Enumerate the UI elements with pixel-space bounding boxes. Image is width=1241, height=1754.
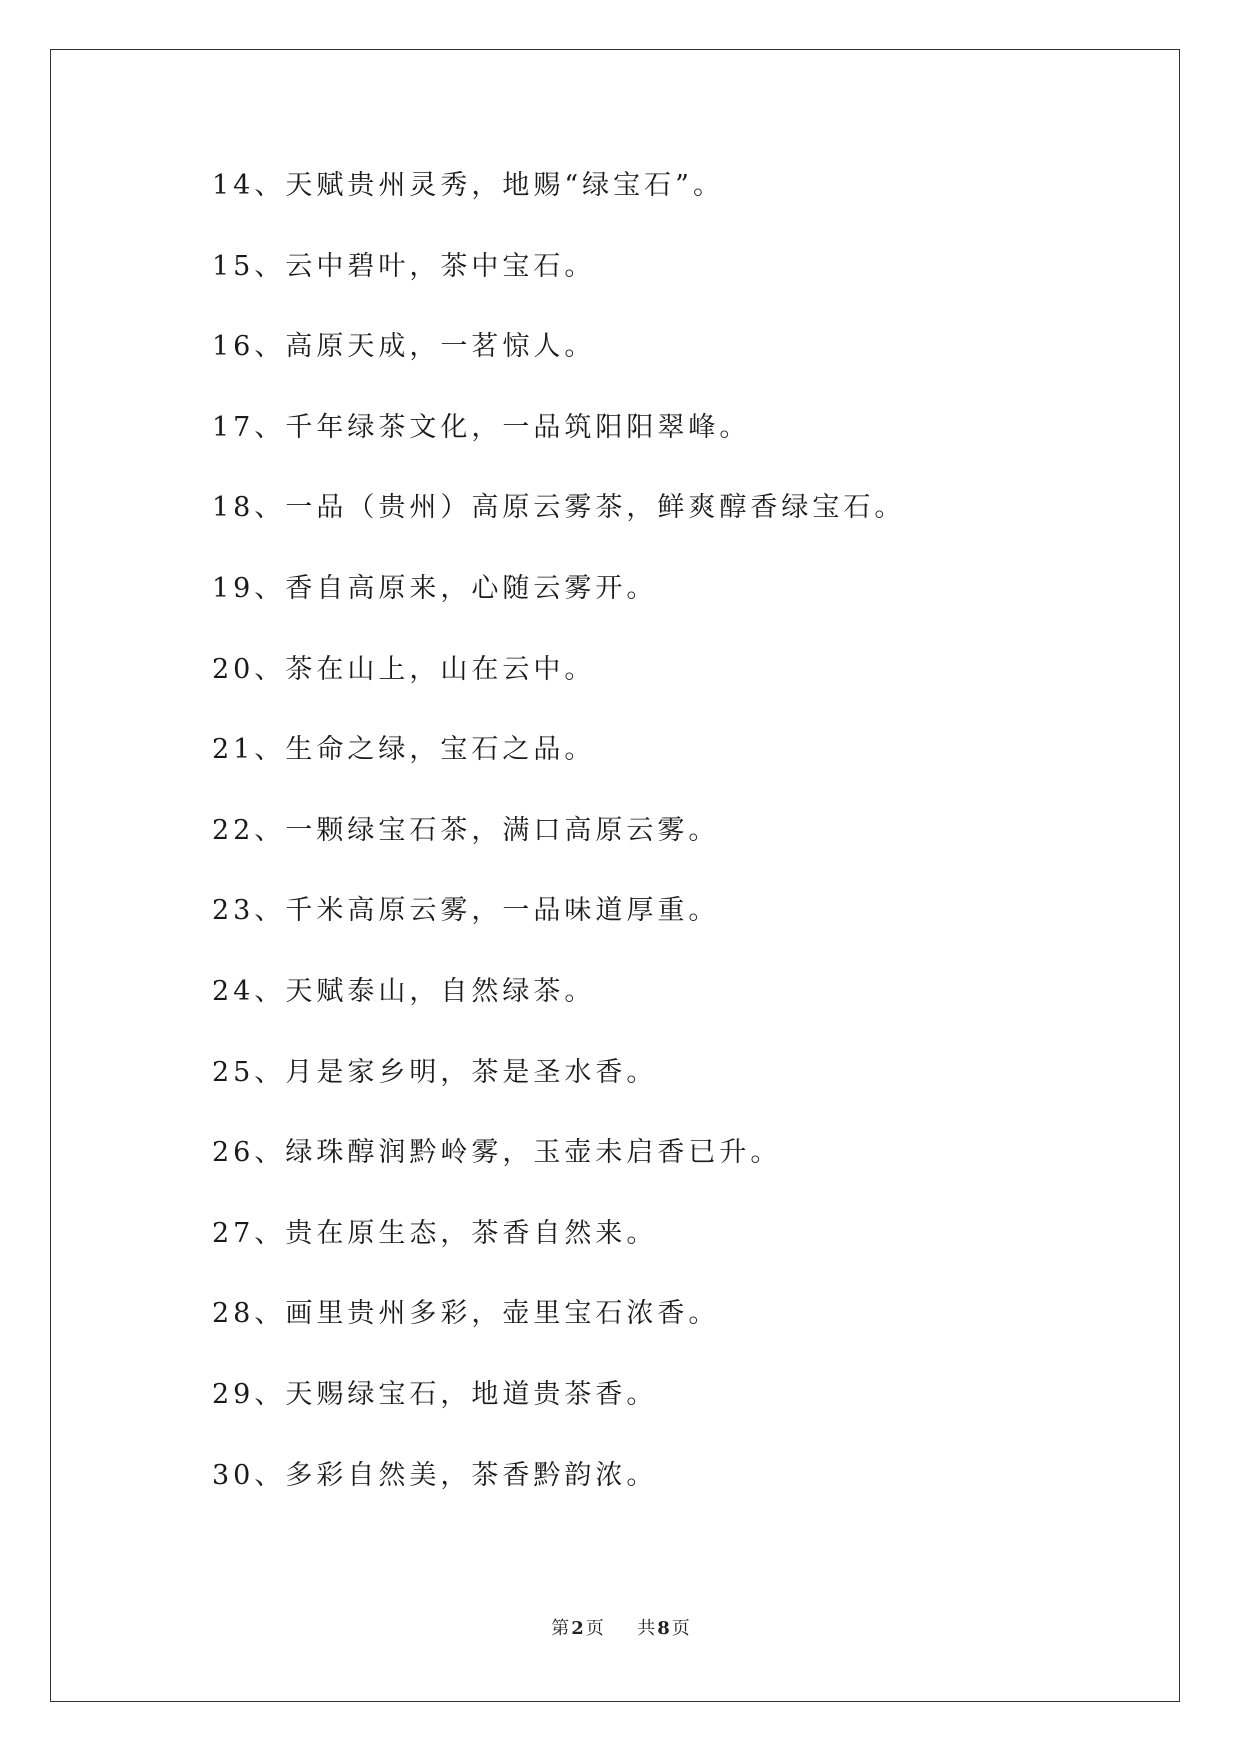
slogan-line: 21、生命之绿，宝石之品。: [212, 734, 596, 766]
slogan-line: 15、云中碧叶，茶中宝石。: [212, 250, 596, 282]
slogan-line: 17、千年绿茶文化，一品筑阳阳翠峰。: [212, 411, 751, 443]
page-number-suffix: 页: [585, 1618, 604, 1639]
slogan-line: 29、天赐绿宝石，地道贵茶香。: [212, 1378, 658, 1410]
slogan-line: 30、多彩自然美，茶香黔韵浓。: [212, 1459, 658, 1491]
slogan-line: 23、千米高原云雾，一品味道厚重。: [212, 895, 720, 927]
slogan-line: 26、绿珠醇润黔岭雾，玉壶未启香已升。: [212, 1137, 782, 1169]
slogan-line: 20、茶在山上，山在云中。: [212, 653, 596, 685]
slogan-line: 25、月是家乡明，茶是圣水香。: [212, 1056, 658, 1088]
slogan-line: 27、贵在原生态，茶香自然来。: [212, 1217, 658, 1249]
total-pages-prefix: 共: [637, 1618, 656, 1639]
current-page-number: 2: [571, 1618, 584, 1639]
slogan-line: 14、天赋贵州灵秀，地赐“绿宝石”。: [212, 170, 724, 201]
slogan-list: [212, 168, 905, 1538]
page-number-prefix: 第: [551, 1618, 570, 1639]
slogan-line: 18、一品（贵州）高原云雾茶，鲜爽醇香绿宝石。: [212, 492, 906, 524]
slogan-line: 16、高原天成，一茗惊人。: [212, 331, 596, 363]
slogan-line: 24、天赋泰山，自然绿茶。: [212, 975, 596, 1007]
slogan-line: 28、画里贵州多彩，壶里宝石浓香。: [212, 1298, 720, 1330]
slogan-line: 19、香自高原来，心随云雾开。: [212, 572, 658, 604]
slogan-line: 22、一颗绿宝石茶，满口高原云雾。: [212, 814, 720, 846]
total-pages-number: 8: [657, 1618, 670, 1639]
page-footer: [0, 1614, 1241, 1640]
total-pages-suffix: 页: [671, 1618, 690, 1639]
